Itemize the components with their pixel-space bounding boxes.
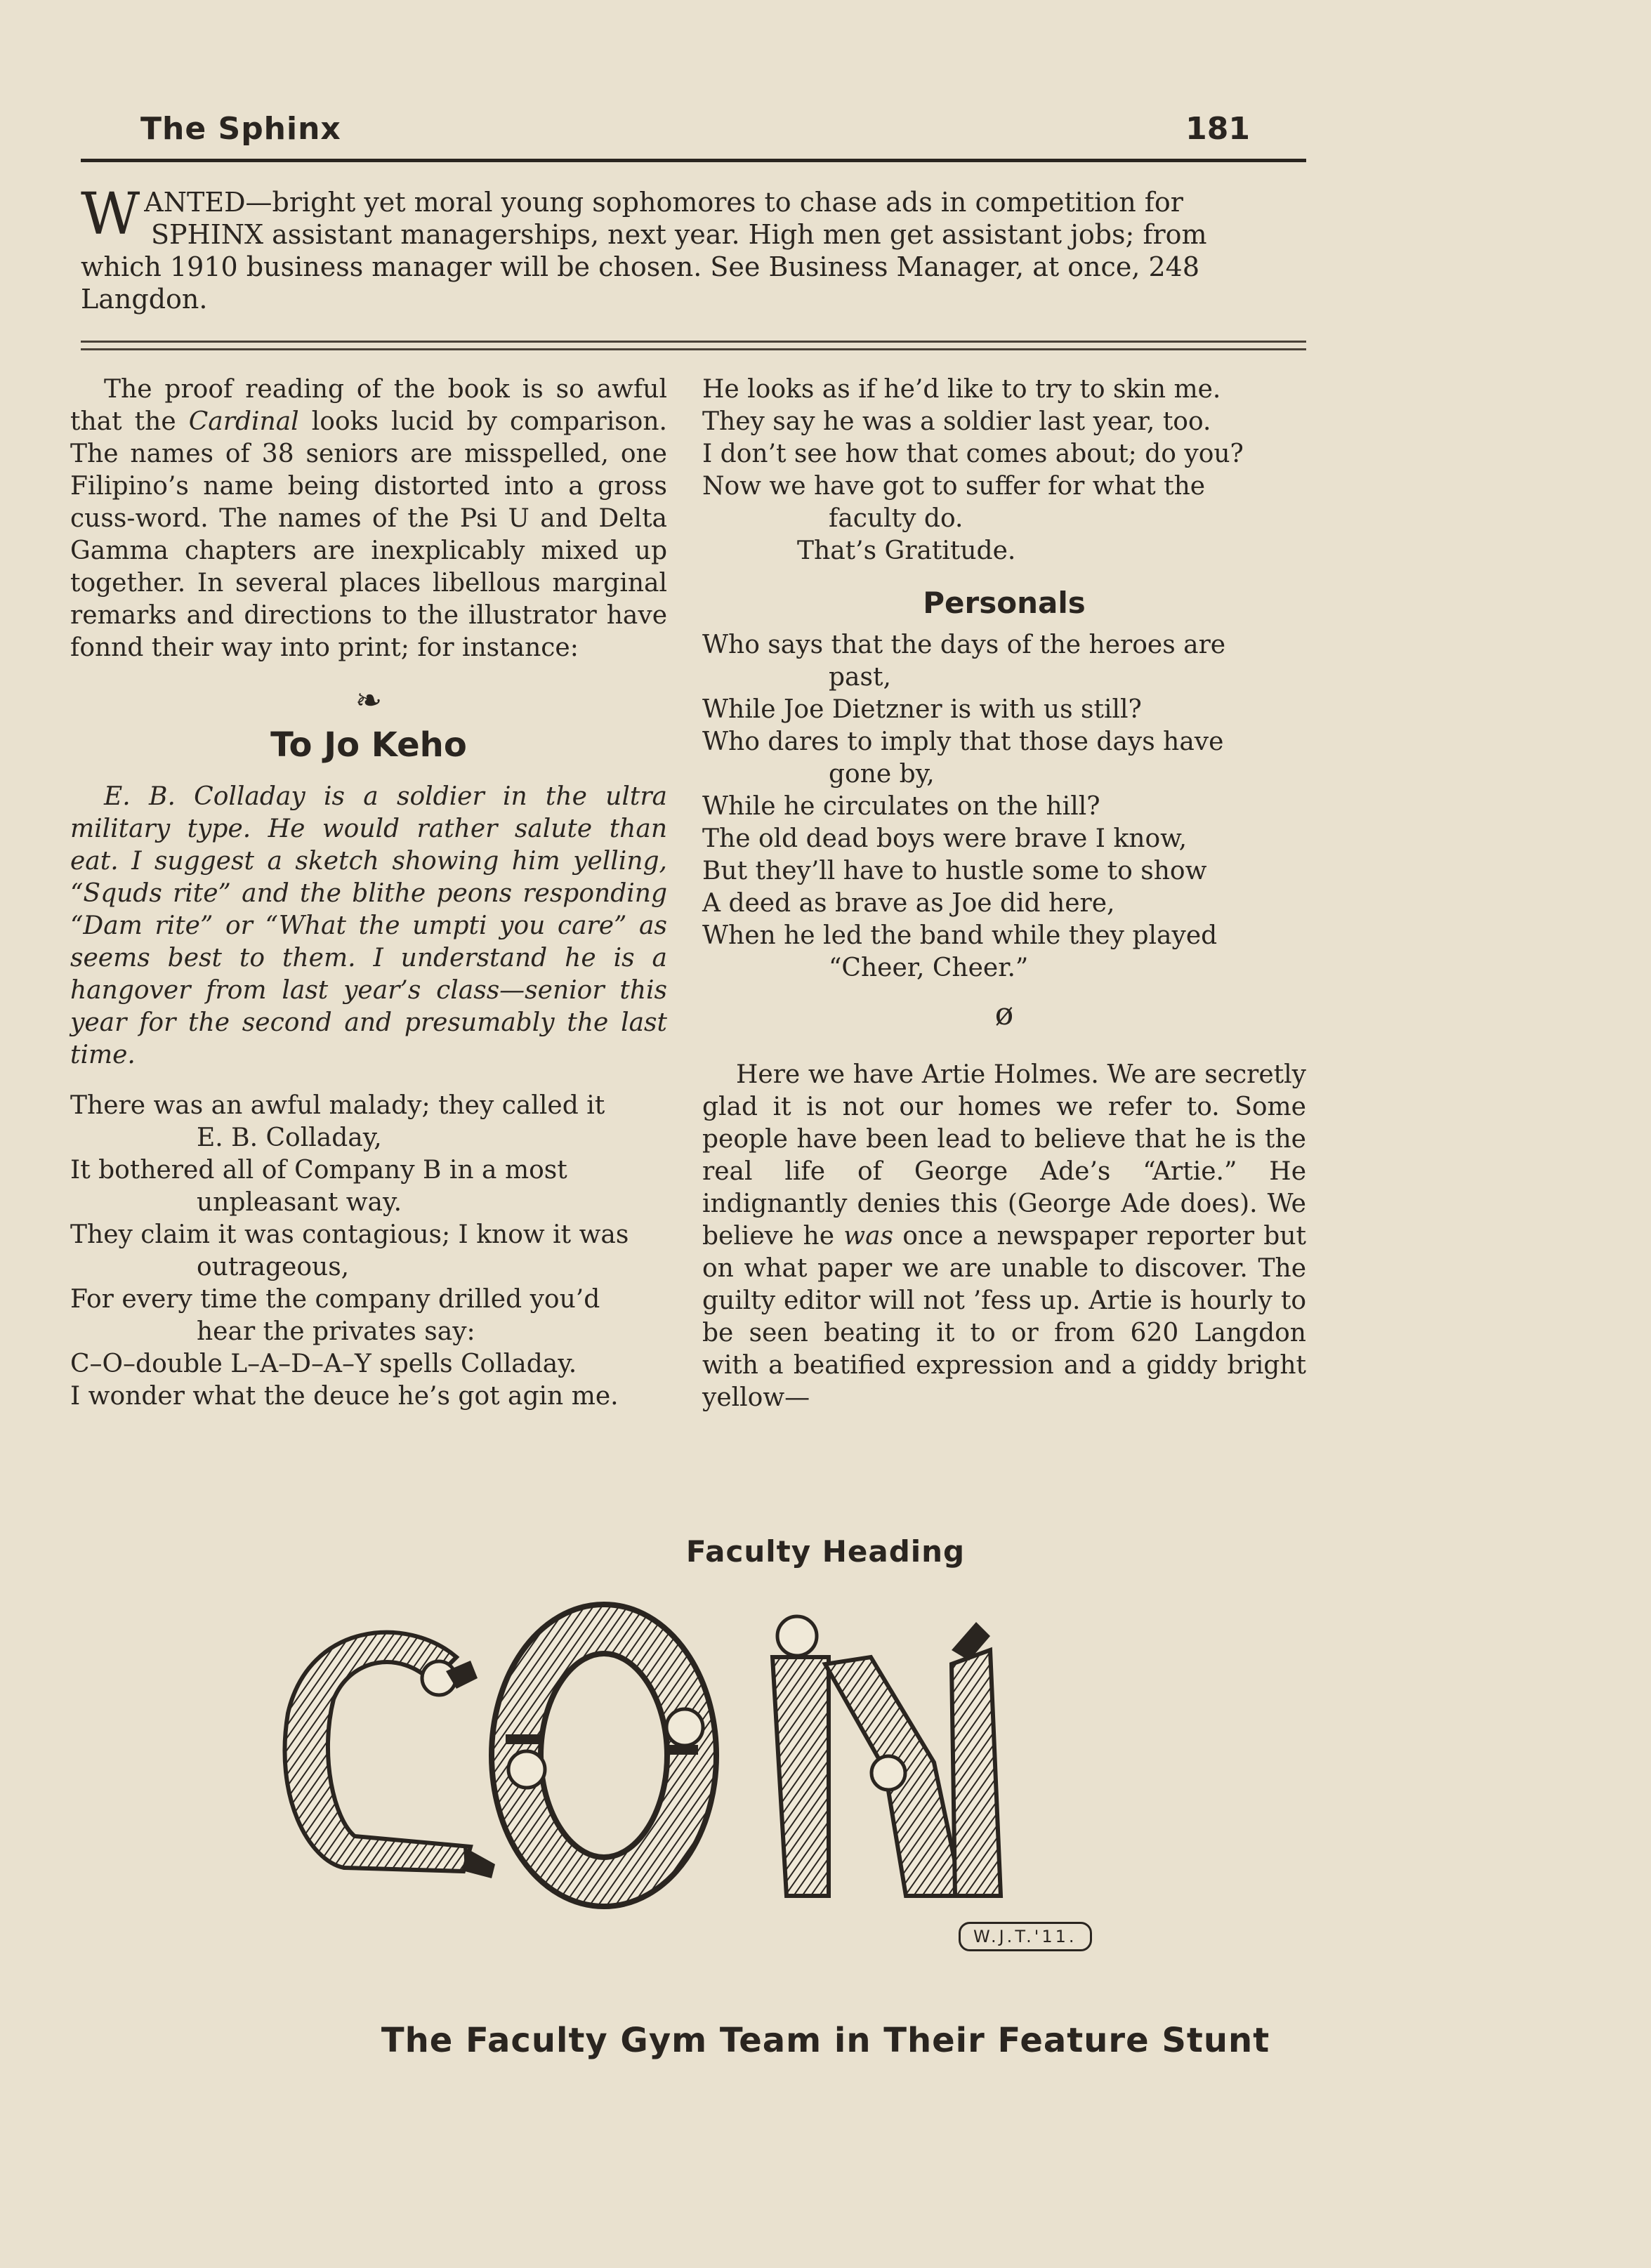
- poem-line: While he circulates on the hill?: [702, 792, 1100, 821]
- poem-line: He looks as if he’d like to try to skin me.: [702, 375, 1221, 404]
- gratitude-poem: [702, 374, 1306, 567]
- faculty-heading: Faculty Heading: [685, 1534, 966, 1569]
- proof-text-a: The proof reading of the book is so awful that the: [70, 375, 667, 436]
- poem-line: unpleasant way.: [197, 1188, 402, 1217]
- poem-line: While Joe Dietzner is with us still?: [702, 695, 1142, 724]
- artie-holmes-paragraph: [702, 1059, 1306, 1414]
- artie-text-a: Here we have Artie Holmes. We are secretly glad it is not our homes we refer to. Some people have been lead to believe that he is the real life of George Ade’s “Artie.” He indignantly denies this (George Ade does). We believe he: [702, 1060, 1306, 1251]
- running-head: [81, 105, 1306, 162]
- drop-cap: W: [81, 181, 140, 248]
- to-jo-keho-heading: To Jo Keho: [270, 725, 467, 765]
- poem-line: hear the privates say:: [197, 1317, 475, 1346]
- poem-line: They say he was a soldier last year, too.: [702, 407, 1211, 436]
- personals-heading: Personals: [923, 586, 1086, 620]
- poem-line: Now we have got to suffer for what the: [702, 472, 1206, 501]
- poem-line: past,: [829, 663, 891, 692]
- artie-text-b: once a newspaper reporter but on what paper we are unable to discover. The guilty editor will not ’fess up. Artie is hourly to be seen beating it to or from 620 Langdon with a beatified expression and a giddy bright yellow—: [702, 1222, 1306, 1412]
- poem-line: Who says that the days of the heroes are: [702, 631, 1226, 659]
- letter-n-figure: [772, 1616, 1001, 1896]
- letter-o-figure: [506, 1629, 703, 1882]
- poem-line: outrageous,: [197, 1253, 350, 1281]
- personals-poem: [702, 629, 1306, 984]
- proof-reading-paragraph: [70, 374, 667, 664]
- colladay-italic-paragraph: E. B. Colladay is a soldier in the ultra military type. He would rather salute than eat. I suggest a sketch showing him yelling, “Squds rite” and the blithe peons responding “Dam rite” or “What the umpti you care” as seems best to them. I understand he is a hangover from last year’s class—senior this year for the second and presumably the last time.: [70, 782, 667, 1069]
- artist-signature: W.J.T.'11.: [959, 1922, 1092, 1951]
- poem-line: There was an awful malady; they called it: [70, 1091, 605, 1120]
- poem-line: That’s Gratitude.: [797, 536, 1016, 565]
- poem-line: Who dares to imply that those days have: [702, 727, 1224, 756]
- poem-line: C–O–double L–A–D–A–Y spells Colladay.: [70, 1350, 577, 1378]
- colladay-poem: [70, 1090, 667, 1413]
- double-rule-divider: [81, 341, 1306, 350]
- left-column: [70, 374, 667, 1413]
- poem-line: I don’t see how that comes about; do you?: [702, 440, 1244, 468]
- wanted-notice: [81, 181, 1306, 315]
- figure-caption: The Faculty Gym Team in Their Feature Stunt: [381, 2021, 1270, 2060]
- wanted-line-3: which 1910 business manager will be chosen. See Business Manager, at once, 248: [81, 251, 1200, 282]
- con-figures-illustration: [267, 1594, 1138, 1959]
- wanted-line-4: Langdon.: [81, 284, 208, 315]
- cardinal-italic: Cardinal: [188, 407, 299, 436]
- section-ornament: ø: [994, 996, 1014, 1032]
- page-number: 181: [1185, 111, 1250, 147]
- letter-c-figure: [284, 1633, 495, 1878]
- right-column: [702, 374, 1306, 1414]
- poem-line: gone by,: [829, 760, 935, 789]
- poem-line: faculty do.: [829, 504, 963, 533]
- poem-line: “Cheer, Cheer.”: [829, 954, 1029, 982]
- was-italic: was: [843, 1222, 894, 1251]
- poem-line: When he led the band while they played: [702, 921, 1218, 950]
- poem-line: E. B. Colladay,: [197, 1123, 382, 1152]
- poem-line: For every time the company drilled you’d: [70, 1285, 600, 1314]
- poem-line: They claim it was contagious; I know it was: [70, 1220, 629, 1249]
- poem-line: The old dead boys were brave I know,: [702, 824, 1188, 853]
- journal-title: The Sphinx: [140, 111, 341, 147]
- poem-line: A deed as brave as Joe did here,: [702, 889, 1115, 918]
- poem-line: It bothered all of Company B in a most: [70, 1156, 567, 1185]
- proof-text-b: looks lucid by comparison. The names of 38 seniors are misspelled, one Filipino’s name being distorted into a gross cuss-word. The names of the Psi U and Delta Gamma chapters are inexplicably mixed up together. In several places libellous marginal remarks and directions to the illustrator have fonnd their way into print; for instance:: [70, 407, 667, 662]
- poem-line: But they’ll have to hustle some to show: [702, 857, 1207, 885]
- poem-line: I wonder what the deuce he’s got agin me.: [70, 1382, 619, 1411]
- fleuron-ornament: ❧: [355, 681, 383, 719]
- wanted-line-2: SPHINX assistant managerships, next year. High men get assistant jobs; from: [151, 219, 1207, 250]
- wanted-line-1: ANTED—bright yet moral young sophomores to chase ads in competition for: [144, 187, 1183, 218]
